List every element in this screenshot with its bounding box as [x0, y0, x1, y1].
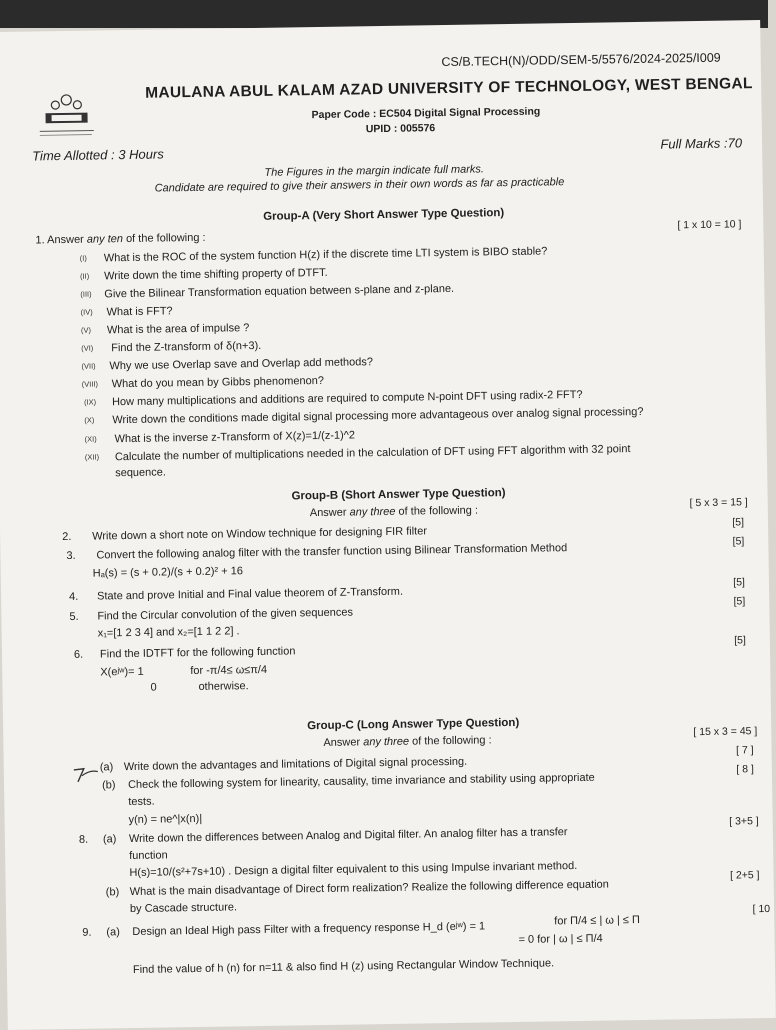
q1-item-text: What is the inverse z-Transform of X(z)=1/(z-1)^2 — [114, 429, 356, 446]
q1-item-number: (VIII) — [81, 379, 99, 389]
q1-item-number: (II) — [79, 271, 90, 281]
q1-item-text: Calculate the number of multiplications needed in the calculation of DFT using FFT algorithm with 32 point — [114, 443, 631, 464]
question-text: Find the Circular convolution of the given sequences — [97, 606, 354, 623]
question-number: 8. — [78, 833, 89, 846]
question-number: 3. — [66, 549, 76, 562]
question-marks: [5] — [732, 535, 745, 548]
q1-item-text: Why we use Overlap save and Overlap add methods? — [109, 356, 374, 373]
group-c-title: Group-C (Long Answer Type Question) — [307, 716, 520, 733]
group-b-title: Group-B (Short Answer Type Question) — [291, 487, 506, 503]
q8-b-continuation: by Cascade structure. — [129, 901, 238, 916]
question-number: 9. — [82, 926, 92, 939]
question-number: 4. — [68, 590, 79, 603]
group-a-title: Group-A (Very Short Answer Type Question) — [263, 207, 505, 223]
q7-b-marks: [ 8 ] — [736, 763, 754, 776]
q8-a-continuation: function — [129, 849, 168, 863]
q1-item-number: (XI) — [84, 434, 97, 444]
q8-b-label: (b) — [105, 886, 120, 899]
q1-item-text: Write down the time shifting property of DTFT. — [103, 266, 328, 283]
group-a-marks: [ 1 x 10 = 10 ] — [677, 218, 742, 232]
q1-item-text-continuation: sequence. — [115, 466, 167, 480]
idtft-condition: for -π/4≤ ω≤π/4 — [190, 663, 268, 678]
q9-a-marks: [ 10 — [752, 902, 771, 916]
q8-a-text: Write down the differences between Analog and Digital filter. An analog filter has a transfer — [128, 826, 568, 846]
q1-item-text: Give the Bilinear Transformation equation between s-plane and z-plane. — [104, 282, 455, 301]
q7-b-label: (b) — [101, 779, 116, 792]
q1-item-text: What is the area of impulse ? — [106, 322, 250, 337]
university-logo-icon — [31, 90, 102, 143]
full-marks: Full Marks :70 — [660, 135, 743, 152]
q1-item-number: (X) — [84, 415, 95, 425]
question-number: 5. — [69, 610, 79, 623]
transfer-function: Hₐ(s) = (s + 0.2)/(s + 0.2)² + 16 — [92, 565, 244, 580]
q1-item-number: (III) — [80, 289, 92, 299]
paper-code: Paper Code : EC504 Digital Signal Processing — [311, 105, 541, 122]
group-c-instruction: Answer any three of the following : — [323, 734, 492, 749]
q8-b-marks: [ 2+5 ] — [729, 869, 760, 882]
q1-item-number: (IX) — [83, 397, 97, 407]
q1-item-number: (IV) — [80, 307, 93, 317]
q1-item-number: (XII) — [84, 452, 100, 462]
q9-a-find: Find the value of h (n) for n=11 & also find H (z) using Rectangular Window Technique. — [132, 957, 555, 976]
q1-item-text: How many multiplications and additions are required to compute N-point DFT using radix-2 FFT? — [111, 388, 583, 409]
q7-b-continuation: tests. — [128, 795, 155, 809]
time-allotted: Time Allotted : 3 Hours — [32, 146, 164, 164]
q8-b-text: What is the main disadvantage of Direct form realization? Realize the following difference equation — [129, 878, 609, 899]
q8-a-label: (a) — [102, 833, 117, 846]
q8-a-marks: [ 3+5 ] — [729, 815, 759, 828]
group-b-instruction: Answer any three of the following : — [309, 504, 479, 520]
exam-paper — [0, 20, 776, 1030]
group-b-marks: [ 5 x 3 = 15 ] — [689, 496, 748, 510]
q9-a-condition: for Π/4 ≤ | ω | ≤ Π — [554, 914, 641, 928]
instruction-line-2: Candidate are required to give their answers in their own words as far as practicable — [154, 176, 565, 195]
q1-item-number: (I) — [79, 253, 87, 263]
q9-a-text: Design an Ideal High pass Filter with a frequency response H_d (eʲʷ) = 1 — [132, 920, 486, 939]
q7-b-text: Check the following system for linearity, causality, time invariance and stability using appropriate — [127, 771, 595, 792]
question-text: State and prove Initial and Final value theorem of Z-Transform. — [96, 585, 404, 603]
q1-item-text: What is FFT? — [106, 305, 173, 319]
group-a-instruction: 1. Answer any ten of the following : — [35, 231, 206, 247]
idtft-zero: 0 — [150, 681, 157, 694]
handwritten-mark-icon — [72, 765, 100, 783]
q1-item-number: (V) — [80, 325, 91, 335]
q7-a-label: (a) — [99, 761, 114, 774]
upid: UPID : 005576 — [365, 122, 436, 136]
q9-a-label: (a) — [106, 926, 120, 939]
paper-reference: CS/B.TECH(N)/ODD/SEM-5/5576/2024-2025/I009 — [441, 50, 721, 70]
group-c-marks: [ 15 x 3 = 45 ] — [693, 725, 758, 739]
question-text: Convert the following analog filter with the transfer function using Bilinear Transformation Method — [96, 542, 568, 562]
question-marks: [5] — [734, 634, 746, 647]
question-number: 6. — [73, 648, 84, 661]
idtft-otherwise: otherwise. — [198, 680, 249, 693]
q1-item-text: Write down the conditions made digital signal processing more advantageous over analog signal processing? — [112, 405, 644, 427]
q7-b-equation: y(n) = ne^|x(n)| — [128, 812, 203, 827]
idtft-function: X(eʲʷ)= 1 — [100, 665, 144, 679]
question-text: Find the IDTFT for the following function — [99, 645, 296, 661]
q1-item-number: (VII) — [81, 361, 96, 371]
q7-a-text: Write down the advantages and limitations of Digital signal processing. — [123, 755, 468, 774]
question-marks: [5] — [733, 576, 746, 589]
q1-item-text: What is the ROC of the system function H(z) if the discrete time LTI system is BIBO stable? — [103, 245, 548, 265]
q7-a-marks: [ 7 ] — [735, 744, 754, 757]
question-marks: [5] — [733, 595, 746, 608]
q8-a-equation: H(s)=10/(s²+7s+10) . Design a digital filter equivalent to this using Impulse invariant method. — [129, 860, 578, 880]
question-number: 2. — [62, 530, 72, 544]
sequences: x₁=[1 2 3 4] and x₂=[1 1 2 2] . — [97, 625, 240, 640]
instruction-line-1: The Figures in the margin indicate full marks. — [264, 163, 485, 179]
question-marks: [5] — [732, 516, 745, 529]
question-text: Write down a short note on Window technique for designing FIR filter — [92, 525, 428, 543]
q9-a-line2: = 0 for | ω | ≤ Π/4 — [518, 932, 603, 946]
university-name: MAULANA ABUL KALAM AZAD UNIVERSITY OF TECHNOLOGY, WEST BENGAL — [145, 75, 753, 102]
q1-item-number: (VI) — [81, 343, 94, 353]
q1-item-text: Find the Z-transform of δ(n+3). — [111, 339, 262, 355]
q1-item-text: What do you mean by Gibbs phenomenon? — [111, 374, 325, 391]
